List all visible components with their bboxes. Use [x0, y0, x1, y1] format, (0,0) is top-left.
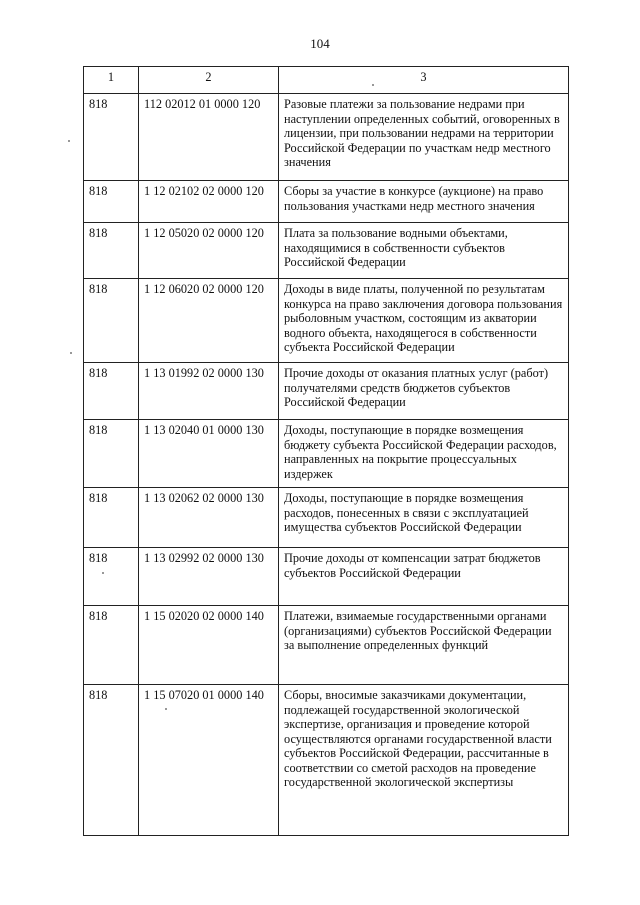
admin-code-cell: 818 — [84, 363, 139, 420]
table-row — [84, 685, 569, 836]
header-col-2: 2 — [139, 67, 279, 94]
table-row — [84, 606, 569, 685]
budget-revenue-table — [83, 66, 569, 836]
admin-code-cell: 818 — [84, 488, 139, 548]
admin-code-cell: 818 — [84, 685, 139, 836]
table-row — [84, 94, 569, 181]
table-row — [84, 181, 569, 223]
description-cell: Доходы, поступающие в порядке возмещения бюджету субъекта Российской Федерации расходов, направленных на покрытие процессуальных издержек — [279, 420, 569, 488]
budget-code-cell: 1 12 02102 02 0000 120 — [139, 181, 279, 223]
budget-code-cell: 112 02012 01 0000 120 — [139, 94, 279, 181]
description-cell: Доходы в виде платы, полученной по результатам конкурса на право заключения договора пользования рыболовным участком, состоящим из акватории водного объекта, находящегося в собственности субъекта Российской Федерации — [279, 279, 569, 363]
budget-code-cell: 1 12 05020 02 0000 120 — [139, 223, 279, 279]
admin-code-cell: 818 — [84, 279, 139, 363]
description-cell: Плата за пользование водными объектами, находящимися в собственности субъектов Российской Федерации — [279, 223, 569, 279]
description-cell: Сборы за участие в конкурсе (аукционе) на право пользования участками недр местного значения — [279, 181, 569, 223]
page-number: 104 — [310, 36, 330, 51]
header-col-3: 3 — [279, 67, 569, 94]
budget-code-cell: 1 15 07020 01 0000 140 — [139, 685, 279, 836]
table-row — [84, 420, 569, 488]
admin-code-cell: 818 — [84, 181, 139, 223]
table-row — [84, 548, 569, 606]
budget-code-cell: 1 13 02040 01 0000 130 — [139, 420, 279, 488]
scan-speck — [102, 572, 104, 574]
scan-speck — [70, 352, 72, 354]
budget-code-cell: 1 13 02992 02 0000 130 — [139, 548, 279, 606]
table-header-row — [84, 67, 569, 94]
admin-code-cell: 818 — [84, 606, 139, 685]
budget-code-cell: 1 15 02020 02 0000 140 — [139, 606, 279, 685]
description-cell: Разовые платежи за пользование недрами при наступлении определенных событий, оговоренных в лицензии, при пользовании недрами на территории Российской Федерации по участкам недр местного значения — [279, 94, 569, 181]
description-cell: Сборы, вносимые заказчиками документации, подлежащей государственной экологической экспертизе, организация и проведение которой осуществляются органами государственной власти субъектов Российской Федерации, рассчитанные в соответствии со сметой расходов на проведение государственной экологической экспертизы — [279, 685, 569, 836]
scan-speck — [68, 140, 70, 142]
budget-code-cell: 1 13 02062 02 0000 130 — [139, 488, 279, 548]
table-row — [84, 223, 569, 279]
description-cell: Платежи, взимаемые государственными органами (организациями) субъектов Российской Федерации за выполнение определенных функций — [279, 606, 569, 685]
header-col-1: 1 — [84, 67, 139, 94]
table-row — [84, 488, 569, 548]
table-row — [84, 279, 569, 363]
description-cell: Прочие доходы от оказания платных услуг (работ) получателями средств бюджетов субъектов Российской Федерации — [279, 363, 569, 420]
budget-code-cell: 1 13 01992 02 0000 130 — [139, 363, 279, 420]
scan-speck — [372, 84, 374, 86]
scan-speck — [165, 708, 167, 710]
budget-code-cell: 1 12 06020 02 0000 120 — [139, 279, 279, 363]
description-cell: Доходы, поступающие в порядке возмещения расходов, понесенных в связи с эксплуатацией имущества субъектов Российской Федерации — [279, 488, 569, 548]
description-cell: Прочие доходы от компенсации затрат бюджетов субъектов Российской Федерации — [279, 548, 569, 606]
admin-code-cell: 818 — [84, 223, 139, 279]
table-row — [84, 363, 569, 420]
admin-code-cell: 818 — [84, 420, 139, 488]
admin-code-cell: 818 — [84, 94, 139, 181]
admin-code-cell: 818 — [84, 548, 139, 606]
